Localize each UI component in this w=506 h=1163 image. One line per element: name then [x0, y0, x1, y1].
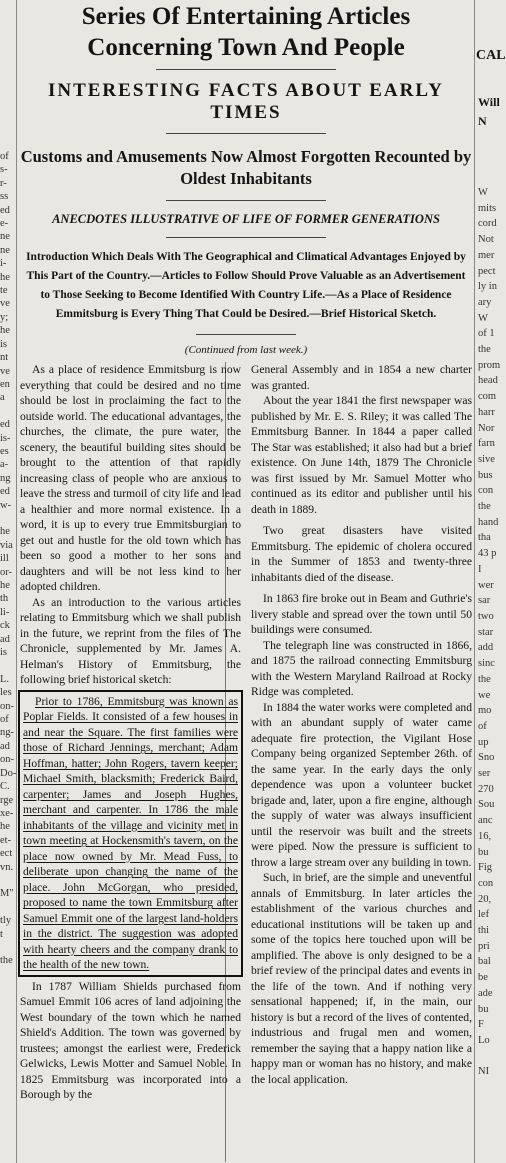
- article-deck-anecdotes: ANECDOTES ILLUSTRATIVE OF LIFE OF FORMER GENERATIONS: [52, 212, 440, 226]
- margin-fragment: es: [0, 445, 9, 457]
- margin-fragment: the: [478, 501, 491, 513]
- margin-fragment: bal: [478, 956, 491, 968]
- margin-fragment: N: [478, 114, 487, 128]
- margin-fragment: sive: [478, 453, 495, 465]
- margin-fragment: 16,: [478, 830, 492, 842]
- margin-fragment: ss: [0, 191, 9, 203]
- margin-fragment: en: [0, 378, 10, 390]
- paragraph: As a place of residence Emmitsburg is now everything that could be desired and no time should be lost in proclaiming the fact to the outside world. The educational advantages, the churches, the climate, the pure water, the scenery, the beautiful building sites should be brought to the attention of that rapidly increasing class of people who are anxious to leave the stress and turmoil of city life and lead a healthier and more normal existence. In a word, it is up to every true Emmitsburgian to get out and hustle for the old town which has been so good a mother to her sons and daughters and will be not less kind to her adopted children.: [20, 363, 241, 593]
- margin-fragment: he: [0, 821, 10, 833]
- deck2-rule: [166, 237, 326, 238]
- margin-fragment: bu: [478, 846, 489, 858]
- margin-fragment: Will: [478, 95, 500, 109]
- margin-fragment: C.: [0, 781, 10, 793]
- margin-fragment: e-: [0, 218, 9, 230]
- margin-fragment: th: [0, 593, 9, 605]
- margin-fragment: is: [0, 338, 8, 350]
- margin-fragment: ill: [0, 553, 9, 565]
- margin-fragment: on-: [0, 754, 14, 766]
- margin-fragment: F: [478, 1019, 484, 1031]
- margin-fragment: vn.: [0, 861, 14, 873]
- margin-fragment: mer: [478, 249, 495, 261]
- margin-fragment: the: [478, 344, 491, 356]
- margin-fragment: xe-: [0, 807, 14, 819]
- margin-fragment: com: [478, 391, 497, 403]
- margin-fragment: cord: [478, 218, 497, 230]
- left-margin-clipped-column: [0, 150, 16, 968]
- margin-fragment: sinc: [478, 658, 495, 670]
- margin-fragment: two: [478, 610, 494, 622]
- margin-fragment: i-: [0, 258, 7, 270]
- margin-fragment: 270: [478, 783, 494, 795]
- margin-fragment: tly: [0, 915, 12, 927]
- margin-fragment: ser: [478, 768, 491, 780]
- margin-fragment: ary: [478, 296, 492, 308]
- article-subtitle: INTERESTING FACTS ABOUT EARLY TIMES: [47, 80, 445, 123]
- paragraph: In 1787 William Shields purchased from Samuel Emmit 106 acres of land adjoining the West boundary of the town which he named Shield's Addition. The town was governed by trustees; amongst the earliest were, Frederick Gelwicks, Lewis Motter and Samuel Noble. In 1825 Emmitsburg was incorporated into a Borough by the: [20, 979, 241, 1101]
- margin-fragment: I: [478, 563, 482, 575]
- margin-fragment: [0, 941, 16, 954]
- margin-fragment: ly in: [478, 281, 497, 293]
- margin-fragment: of: [478, 720, 487, 732]
- margin-fragment: farn: [478, 438, 495, 450]
- margin-fragment: 43 p: [478, 548, 497, 560]
- margin-fragment: nt: [0, 352, 9, 364]
- margin-fragment: tha: [478, 532, 491, 544]
- margin-fragment: Not: [478, 234, 494, 246]
- margin-fragment: [0, 405, 16, 418]
- margin-fragment: con: [478, 877, 494, 889]
- margin-fragment: [0, 901, 16, 914]
- margin-fragment: bus: [478, 469, 493, 481]
- margin-fragment: ed: [0, 486, 10, 498]
- margin-fragment: anc: [478, 815, 493, 827]
- paragraph: The telegraph line was constructed in 1866, and 1875 the railroad connecting Emmitsburg with the Western Maryland Railroad at Rocky Ridge was completed.: [251, 638, 472, 698]
- margin-fragment: mits: [478, 202, 497, 214]
- margin-fragment: y;: [0, 311, 9, 323]
- margin-fragment: the: [478, 673, 491, 685]
- margin-fragment: Lo: [478, 1034, 490, 1046]
- margin-fragment: a: [0, 392, 5, 404]
- margin-fragment: on-: [0, 700, 14, 712]
- margin-fragment: of 1: [478, 328, 495, 340]
- margin-fragment: harr: [478, 406, 495, 418]
- right-column-rule: [474, 0, 475, 1163]
- margin-fragment: prom: [478, 359, 501, 371]
- paragraph: General Assembly and in 1854 a new charter was granted.: [251, 363, 472, 392]
- margin-fragment: ne: [0, 231, 10, 243]
- paragraph: In 1863 fire broke out in Beam and Guthrie's livery stable and spread over the town until 50 buildings were consumed.: [251, 592, 472, 636]
- boxed-history-passage: [18, 690, 243, 977]
- body-column-1: [20, 362, 241, 1103]
- margin-fragment: ad: [0, 740, 10, 752]
- margin-fragment: is-: [0, 432, 11, 444]
- margin-fragment: a-: [0, 459, 9, 471]
- margin-fragment: 20,: [478, 893, 492, 905]
- margin-fragment: [478, 1049, 500, 1065]
- right-margin-heading: [476, 48, 506, 64]
- article-deck: Customs and Amusements Now Almost Forgotten Recounted by Oldest Inhabitants: [20, 147, 472, 188]
- margin-fragment: be: [478, 972, 488, 984]
- left-column-rule: [16, 0, 17, 1163]
- margin-fragment: [0, 659, 16, 672]
- margin-fragment: add: [478, 642, 494, 654]
- margin-fragment: te: [0, 285, 8, 297]
- margin-fragment: s-: [0, 164, 8, 176]
- paragraph: Such, in brief, are the simple and uneventful annals of Emmitsburg. In later articles the establishment of the various churches and educational institutions will be taken up and some of the topics here touched upon will be amplified. The above is only designed to be a brief review of the principal dates and events in the life of the town. And if nothing very sensational happened; if, in the main, our history is but a record of the lives of contented, industrious and frugal men and women, remember the saying that a happy nation like a happy man or woman has no history, and make the local application.: [251, 871, 472, 1086]
- margin-fragment: rge: [0, 794, 14, 806]
- title-rule: [156, 69, 336, 70]
- margin-fragment: t: [0, 928, 3, 940]
- margin-fragment: [0, 874, 16, 887]
- margin-fragment: con: [478, 485, 494, 497]
- margin-fragment: we: [478, 689, 491, 701]
- margin-fragment: of: [0, 151, 9, 162]
- margin-fragment: ve: [0, 365, 10, 377]
- margin-fragment: Do-: [0, 767, 17, 779]
- margin-fragment: et-: [0, 834, 12, 846]
- margin-fragment: li-: [0, 606, 10, 618]
- margin-fragment: Sno: [478, 752, 495, 764]
- margin-fragment: L.: [0, 673, 10, 685]
- margin-fragment: ed: [0, 419, 10, 431]
- margin-fragment: is: [0, 647, 8, 659]
- paragraph: In 1884 the water works were completed and with an abundant supply of water came adequate fire protection, the Vigilant Hose Company being organized September 26th. of the same year. In the early days the only dependence was upon a volunteer bucket brigade and, later, upon a fire engine, although the supply of water was always insufficient until the reservoir was built and the streets were piped. Now the pressure is sufficient to throw a large stream over any building in town.: [251, 700, 472, 869]
- continued-note: (Continued from last week.): [184, 344, 308, 356]
- paragraph: Prior to 1786, Emmitsburg was known as Poplar Fields. It consisted of a few houses in and near the Square. The first families were those of Richard Jennings, merchant; Adam Hoffman, hatter; John Rogers, tavern keeper; Michael Smith, blacksmith; Frederick Baird, carpenter; James and Joseph Hughes, merchant and carpenter. In 1786 the male inhabitants of the village and vicinity met in town meeting at Hockensmith's tavern, on the place now owned by Mr. Mead Fuss, to deliberate upon changing the name of the place. John McGorgan, who presided, proposed to name the town Emmitsburg after Samuel Emmit one of the largest land-holders in the district. The suggestion was adopted with hearty cheers and the company drank to the health of the new town.: [23, 694, 238, 971]
- margin-fragment: sar: [478, 595, 491, 607]
- margin-fragment: thi: [478, 925, 490, 937]
- right-margin-clipped-column: [478, 185, 500, 1096]
- margin-fragment: he: [0, 271, 10, 283]
- article-title: Series Of Entertaining Articles Concerning Town And People: [81, 3, 411, 61]
- margin-fragment: wer: [478, 579, 494, 591]
- margin-fragment: bu: [478, 1003, 489, 1015]
- margin-fragment: ck: [0, 620, 10, 632]
- paragraph: Two great disasters have visited Emmitsburg. The epidemic of cholera occured in the Summer of 1853 and twenty-three inhabitants died of the disease.: [251, 524, 472, 584]
- margin-fragment: hand: [478, 516, 499, 528]
- margin-fragment: Sou: [478, 799, 495, 811]
- subtitle-rule: [166, 133, 326, 134]
- body-column-2: [251, 362, 472, 1087]
- margin-fragment: lef: [478, 909, 490, 921]
- margin-fragment: via: [0, 539, 13, 551]
- margin-fragment: [0, 512, 16, 525]
- margin-fragment: w-: [0, 499, 12, 511]
- margin-fragment: he: [0, 580, 10, 591]
- margin-fragment: ne: [0, 244, 10, 256]
- article-intro: Introduction Which Deals With The Geographical and Climatical Advantages Enjoyed by This Part of the Country.—Articles to Follow Should Prove Valuable as an Advertisement to Those Seeking to Become Identified With Country Life.—As a Place of Residence Emmitsburg is Every Thing That Could be Desired.—Brief Historical Sketch.: [26, 251, 466, 320]
- margin-fragment: pect: [478, 265, 496, 277]
- margin-fragment: W: [478, 187, 488, 198]
- article-header: [20, 0, 472, 357]
- margin-fragment: les: [0, 687, 12, 699]
- margin-fragment: the: [0, 955, 13, 967]
- margin-fragment: ad: [0, 633, 10, 645]
- margin-fragment: CAL: [476, 48, 506, 63]
- margin-fragment: ve: [0, 298, 10, 310]
- margin-fragment: Fig: [478, 862, 493, 874]
- right-margin-subheading: [478, 93, 500, 131]
- margin-fragment: W: [478, 312, 488, 324]
- paragraph: About the year 1841 the first newspaper was published by Mr. E. S. Riley; it was called The Emmitsburg Banner. In 1844 a paper called The Star was established; it also had but a brief existence. On June 14th, 1879 The Chronicle was first issued by Mr. Samuel Motter who continued as its editor and publisher until his death in 1889.: [251, 394, 472, 516]
- margin-fragment: Nor: [478, 422, 495, 434]
- intro-rule: [196, 334, 296, 335]
- margin-fragment: head: [478, 375, 498, 387]
- deck-rule: [166, 200, 326, 201]
- margin-fragment: ect: [0, 848, 13, 860]
- margin-fragment: r-: [0, 177, 7, 189]
- margin-fragment: he: [0, 526, 10, 538]
- margin-fragment: NI: [478, 1066, 490, 1078]
- margin-fragment: ng-: [0, 727, 14, 739]
- margin-fragment: star: [478, 626, 494, 638]
- margin-fragment: M": [0, 888, 14, 900]
- margin-fragment: ade: [478, 987, 493, 999]
- margin-fragment: ed: [0, 204, 10, 216]
- margin-fragment: of: [0, 714, 9, 726]
- margin-fragment: up: [478, 736, 489, 748]
- margin-fragment: or-: [0, 566, 13, 578]
- margin-fragment: ng: [0, 472, 11, 484]
- margin-fragment: [478, 1080, 500, 1096]
- paragraph: As an introduction to the various articles relating to Emmitsburg which we shall publish in the future, we reprint from the files of The Chronicle, supplemented by Mr. James A. Helman's History of Emmitsburg, the following brief historical sketch:: [20, 595, 241, 686]
- margin-fragment: pri: [478, 940, 490, 952]
- margin-fragment: mo: [478, 705, 492, 717]
- margin-fragment: he: [0, 325, 10, 337]
